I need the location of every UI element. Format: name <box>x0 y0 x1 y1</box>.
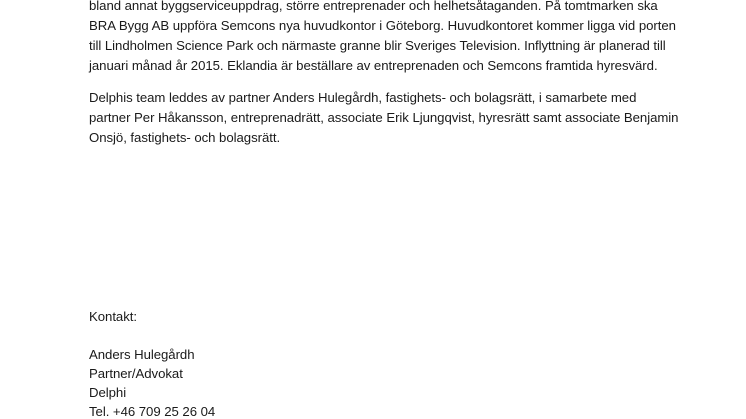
paragraph-1-line-2: BRA Bygg AB uppföra Semcons nya huvudkontor i Göteborg. Huvudkontoret kommer ligga vid porten <box>89 18 676 33</box>
paragraph-1-line-4: januari månad år 2015. Eklandia är beställare av entreprenaden och Semcons framtida hyresvärd. <box>89 58 658 73</box>
contact-heading: Kontakt: <box>89 309 137 324</box>
paragraph-1-line-3: till Lindholmen Science Park och närmaste granne blir Sveriges Television. Inflyttning är planerad till <box>89 38 666 53</box>
paragraph-2-line-3: Onsjö, fastighets- och bolagsrätt. <box>89 130 281 145</box>
paragraph-1-line-1: bland annat byggserviceuppdrag, större entreprenader och helhetsåtaganden. På tomtmarken ska <box>89 0 658 13</box>
contact-firm: Delphi <box>89 385 127 400</box>
paragraph-2-line-1: Delphis team leddes av partner Anders Hulegårdh, fastighets- och bolagsrätt, i samarbete med <box>89 90 637 105</box>
contact-phone: Tel. +46 709 25 26 04 <box>89 404 216 419</box>
paragraph-2-line-2: partner Per Håkansson, entreprenadrätt, associate Erik Ljungqvist, hyresrätt samt associate Benjamin <box>89 110 679 125</box>
contact-name: Anders Hulegårdh <box>89 347 195 362</box>
contact-role: Partner/Advokat <box>89 366 183 381</box>
